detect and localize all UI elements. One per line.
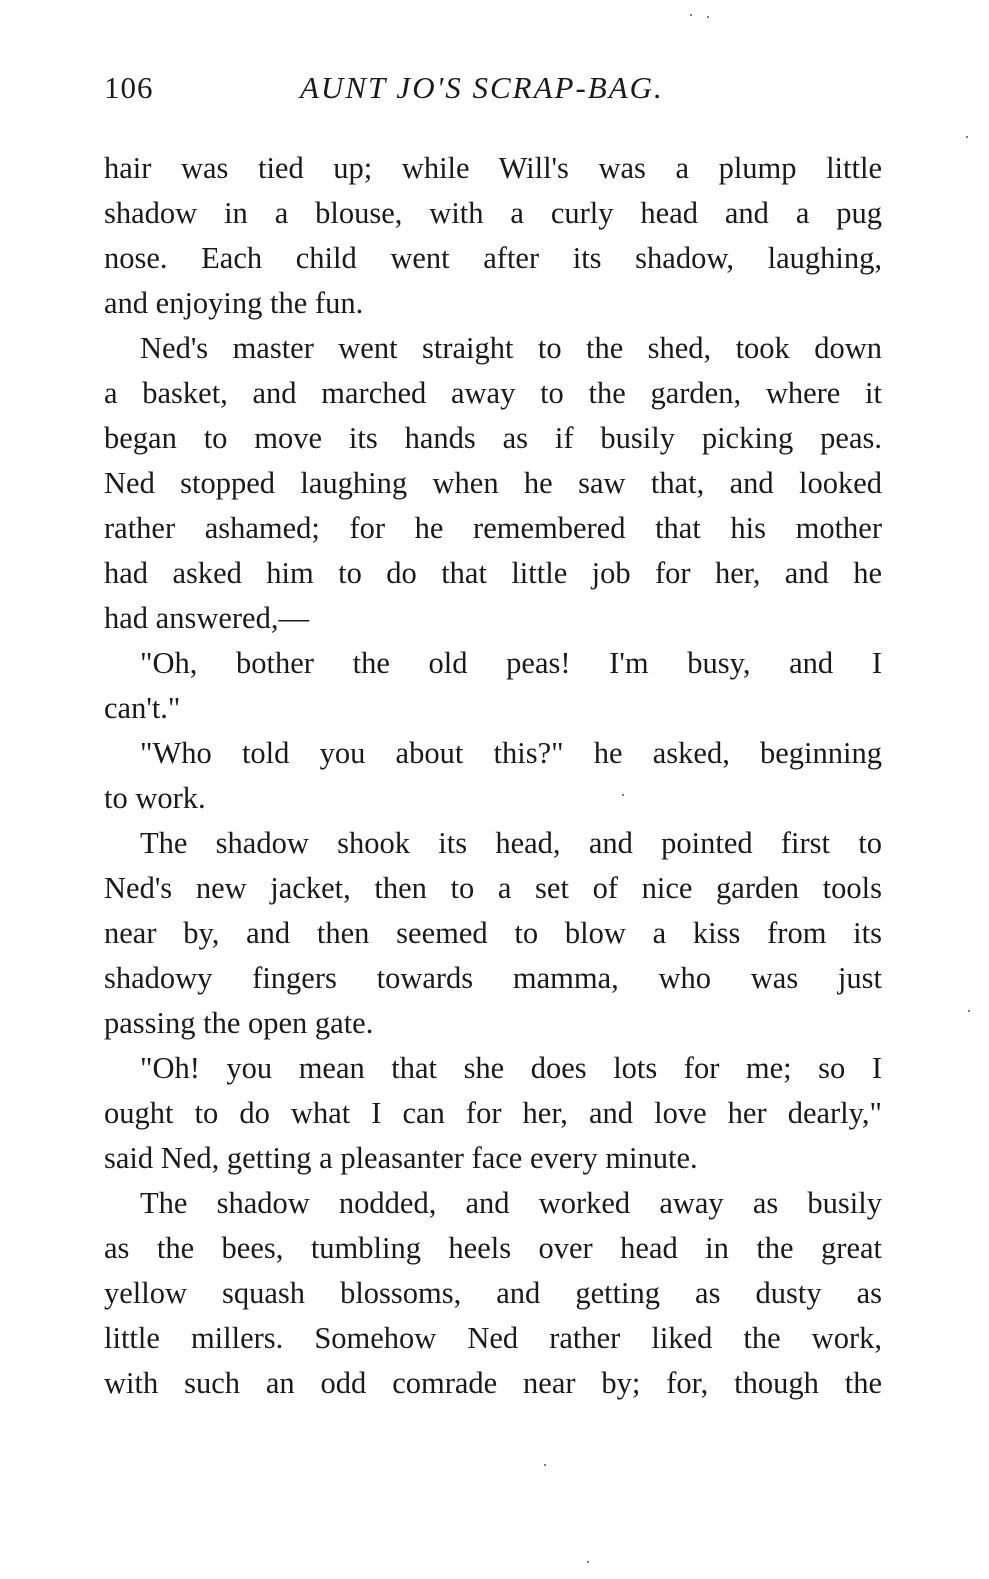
text-line: nose. Each child went after its shadow, laughing, bbox=[104, 241, 882, 275]
text-line: hair was tied up; while Will's was a plump little bbox=[104, 151, 882, 185]
text-line: "Who told you about this?" he asked, beginning bbox=[140, 736, 882, 770]
text-line: Ned's master went straight to the shed, took down bbox=[140, 331, 882, 365]
scan-speck bbox=[544, 1464, 546, 1466]
text-line: little millers. Somehow Ned rather liked the work, bbox=[104, 1321, 882, 1355]
scan-speck bbox=[690, 14, 692, 16]
text-line: said Ned, getting a pleasanter face every minute. bbox=[104, 1141, 698, 1175]
scan-speck bbox=[966, 136, 968, 138]
text-line: a basket, and marched away to the garden, where it bbox=[104, 376, 882, 410]
text-line: Ned's new jacket, then to a set of nice garden tools bbox=[104, 871, 882, 905]
text-line: The shadow shook its head, and pointed first to bbox=[140, 826, 882, 860]
text-line: began to move its hands as if busily picking peas. bbox=[104, 421, 882, 455]
scan-speck bbox=[622, 794, 624, 796]
text-line: Ned stopped laughing when he saw that, and looked bbox=[104, 466, 882, 500]
text-line: and enjoying the fun. bbox=[104, 286, 364, 320]
text-line: yellow squash blossoms, and getting as dusty as bbox=[104, 1276, 882, 1310]
scan-speck bbox=[587, 1561, 589, 1563]
text-line: had asked him to do that little job for her, and he bbox=[104, 556, 882, 590]
page-number: 106 bbox=[104, 70, 154, 105]
text-line: near by, and then seemed to blow a kiss from its bbox=[104, 916, 882, 950]
scan-speck bbox=[707, 16, 709, 18]
book-title: AUNT JO'S SCRAP-BAG. bbox=[300, 70, 664, 105]
text-line: "Oh! you mean that she does lots for me; so I bbox=[140, 1051, 882, 1085]
text-line: shadowy fingers towards mamma, who was just bbox=[104, 961, 882, 995]
text-line: can't." bbox=[104, 691, 181, 725]
text-line: with such an odd comrade near by; for, though the bbox=[104, 1366, 882, 1400]
text-line: shadow in a blouse, with a curly head and a pug bbox=[104, 196, 882, 230]
scan-speck bbox=[968, 1010, 970, 1012]
text-line: "Oh, bother the old peas! I'm busy, and I bbox=[140, 646, 882, 680]
text-line: had answered,— bbox=[104, 601, 309, 635]
text-line: The shadow nodded, and worked away as busily bbox=[140, 1186, 882, 1220]
text-line: as the bees, tumbling heels over head in the great bbox=[104, 1231, 882, 1265]
text-line: to work. bbox=[104, 781, 206, 815]
running-head bbox=[104, 70, 884, 114]
text-line: rather ashamed; for he remembered that his mother bbox=[104, 511, 882, 545]
text-line: passing the open gate. bbox=[104, 1006, 374, 1040]
body-text bbox=[104, 146, 882, 1406]
text-line: ought to do what I can for her, and love her dearly," bbox=[104, 1096, 882, 1130]
